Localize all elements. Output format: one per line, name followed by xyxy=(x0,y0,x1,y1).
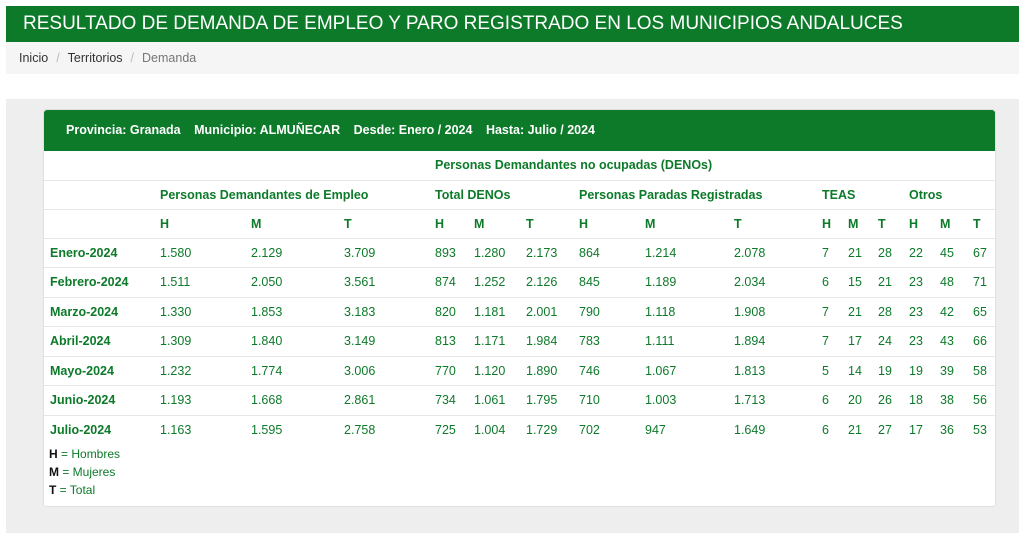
table-body xyxy=(44,238,997,445)
row-value: 7 xyxy=(822,238,848,268)
row-value: 27 xyxy=(878,415,909,445)
row-value: 17 xyxy=(909,415,940,445)
row-value: 2.758 xyxy=(344,415,435,445)
row-value: 3.709 xyxy=(344,238,435,268)
legend-key: T xyxy=(49,483,57,497)
row-value: 2.173 xyxy=(526,238,579,268)
row-value: 1.853 xyxy=(251,297,344,327)
row-value: 874 xyxy=(435,268,474,298)
row-value: 845 xyxy=(579,268,645,298)
header-empty xyxy=(44,209,160,238)
row-value: 18 xyxy=(909,386,940,416)
row-month: Mayo-2024 xyxy=(44,356,160,386)
filter-provincia: Provincia: Granada xyxy=(66,123,181,137)
row-value: 36 xyxy=(940,415,973,445)
row-value: 1.908 xyxy=(734,297,822,327)
row-value: 66 xyxy=(973,327,997,357)
header-otros: Otros xyxy=(909,180,997,209)
legend-text: = Mujeres xyxy=(59,465,116,479)
header-m: M xyxy=(251,209,344,238)
breadcrumb xyxy=(6,42,1019,74)
row-value: 3.006 xyxy=(344,356,435,386)
table-row xyxy=(44,238,997,268)
header-h: H xyxy=(435,209,474,238)
header-m: M xyxy=(848,209,878,238)
legend-key: M xyxy=(49,465,59,479)
row-value: 39 xyxy=(940,356,973,386)
legend-text: = Hombres xyxy=(57,447,121,461)
row-value: 7 xyxy=(822,327,848,357)
legend-key: H xyxy=(49,447,58,461)
row-value: 1.890 xyxy=(526,356,579,386)
filter-municipio: Municipio: ALMUÑECAR xyxy=(194,123,341,137)
row-value: 1.309 xyxy=(160,327,251,357)
row-value: 3.183 xyxy=(344,297,435,327)
row-value: 1.795 xyxy=(526,386,579,416)
row-value: 2.861 xyxy=(344,386,435,416)
header-t: T xyxy=(344,209,435,238)
row-value: 1.163 xyxy=(160,415,251,445)
row-value: 58 xyxy=(973,356,997,386)
legend-item xyxy=(49,463,120,481)
row-value: 3.149 xyxy=(344,327,435,357)
row-value: 1.193 xyxy=(160,386,251,416)
row-value: 2.078 xyxy=(734,238,822,268)
table-row xyxy=(44,327,997,357)
row-value: 702 xyxy=(579,415,645,445)
row-value: 1.595 xyxy=(251,415,344,445)
row-value: 1.120 xyxy=(474,356,526,386)
row-value: 1.280 xyxy=(474,238,526,268)
row-value: 48 xyxy=(940,268,973,298)
row-value: 5 xyxy=(822,356,848,386)
row-value: 1.713 xyxy=(734,386,822,416)
row-value: 53 xyxy=(973,415,997,445)
row-value: 2.001 xyxy=(526,297,579,327)
row-value: 14 xyxy=(848,356,878,386)
breadcrumb-territories-link[interactable]: Territorios xyxy=(67,51,123,65)
row-value: 42 xyxy=(940,297,973,327)
filter-summary xyxy=(44,110,995,151)
row-value: 1.330 xyxy=(160,297,251,327)
row-value: 1.984 xyxy=(526,327,579,357)
row-value: 7 xyxy=(822,297,848,327)
row-value: 6 xyxy=(822,415,848,445)
header-t: T xyxy=(526,209,579,238)
row-value: 15 xyxy=(848,268,878,298)
row-value: 71 xyxy=(973,268,997,298)
row-value: 23 xyxy=(909,297,940,327)
page-title: RESULTADO DE DEMANDA DE EMPLEO Y PARO REGISTRADO EN LOS MUNICIPIOS ANDALUCES xyxy=(6,6,1019,42)
header-m: M xyxy=(940,209,973,238)
row-value: 710 xyxy=(579,386,645,416)
header-paradas: Personas Paradas Registradas xyxy=(579,180,822,209)
header-denos-group: Personas Demandantes no ocupadas (DENOs) xyxy=(435,158,713,173)
row-value: 1.061 xyxy=(474,386,526,416)
row-value: 1.003 xyxy=(645,386,734,416)
row-value: 1.252 xyxy=(474,268,526,298)
row-month: Febrero-2024 xyxy=(44,268,160,298)
row-value: 1.668 xyxy=(251,386,344,416)
row-value: 813 xyxy=(435,327,474,357)
table-row xyxy=(44,268,997,298)
breadcrumb-separator: / xyxy=(130,51,135,65)
row-value: 24 xyxy=(878,327,909,357)
row-value: 2.129 xyxy=(251,238,344,268)
row-month: Marzo-2024 xyxy=(44,297,160,327)
header-h: H xyxy=(160,209,251,238)
header-h: H xyxy=(822,209,848,238)
row-value: 1.840 xyxy=(251,327,344,357)
row-value: 1.232 xyxy=(160,356,251,386)
row-value: 21 xyxy=(878,268,909,298)
content-area xyxy=(6,99,1019,533)
row-value: 864 xyxy=(579,238,645,268)
breadcrumb-current: Demanda xyxy=(142,51,197,65)
row-value: 1.511 xyxy=(160,268,251,298)
row-value: 19 xyxy=(878,356,909,386)
row-value: 2.126 xyxy=(526,268,579,298)
header-m: M xyxy=(474,209,526,238)
row-value: 1.813 xyxy=(734,356,822,386)
row-value: 783 xyxy=(579,327,645,357)
row-value: 1.774 xyxy=(251,356,344,386)
header-h: H xyxy=(909,209,940,238)
row-month: Julio-2024 xyxy=(44,415,160,445)
row-value: 1.580 xyxy=(160,238,251,268)
row-value: 28 xyxy=(878,238,909,268)
breadcrumb-separator: / xyxy=(56,51,60,65)
results-panel xyxy=(43,109,996,507)
row-value: 65 xyxy=(973,297,997,327)
table-row xyxy=(44,386,997,416)
row-value: 23 xyxy=(909,268,940,298)
row-value: 21 xyxy=(848,297,878,327)
row-value: 67 xyxy=(973,238,997,268)
row-value: 1.067 xyxy=(645,356,734,386)
table-row xyxy=(44,297,997,327)
row-value: 6 xyxy=(822,268,848,298)
row-value: 1.214 xyxy=(645,238,734,268)
row-value: 1.181 xyxy=(474,297,526,327)
row-value: 21 xyxy=(848,238,878,268)
row-value: 56 xyxy=(973,386,997,416)
row-value: 725 xyxy=(435,415,474,445)
row-value: 21 xyxy=(848,415,878,445)
row-value: 19 xyxy=(909,356,940,386)
row-value: 2.034 xyxy=(734,268,822,298)
row-value: 3.561 xyxy=(344,268,435,298)
row-value: 790 xyxy=(579,297,645,327)
results-table xyxy=(44,151,997,445)
row-value: 2.050 xyxy=(251,268,344,298)
row-value: 1.171 xyxy=(474,327,526,357)
header-t: T xyxy=(734,209,822,238)
row-value: 1.894 xyxy=(734,327,822,357)
header-t: T xyxy=(878,209,909,238)
row-value: 28 xyxy=(878,297,909,327)
row-value: 1.111 xyxy=(645,327,734,357)
row-value: 1.118 xyxy=(645,297,734,327)
row-value: 6 xyxy=(822,386,848,416)
legend-text: = Total xyxy=(56,483,96,497)
row-value: 38 xyxy=(940,386,973,416)
legend-item xyxy=(49,481,120,499)
legend-item xyxy=(49,445,120,463)
row-value: 734 xyxy=(435,386,474,416)
row-month: Abril-2024 xyxy=(44,327,160,357)
header-teas: TEAS xyxy=(822,180,909,209)
table-row xyxy=(44,356,997,386)
row-value: 26 xyxy=(878,386,909,416)
row-value: 20 xyxy=(848,386,878,416)
filter-desde: Desde: Enero / 2024 xyxy=(353,123,473,137)
row-value: 770 xyxy=(435,356,474,386)
row-value: 820 xyxy=(435,297,474,327)
row-value: 43 xyxy=(940,327,973,357)
row-value: 746 xyxy=(579,356,645,386)
legend xyxy=(49,445,120,499)
header-m: M xyxy=(645,209,734,238)
row-value: 22 xyxy=(909,238,940,268)
row-value: 893 xyxy=(435,238,474,268)
row-value: 1.649 xyxy=(734,415,822,445)
row-month: Junio-2024 xyxy=(44,386,160,416)
header-demandantes: Personas Demandantes de Empleo xyxy=(160,180,435,209)
header-total-denos: Total DENOs xyxy=(435,180,579,209)
table-row xyxy=(44,415,997,445)
filter-hasta: Hasta: Julio / 2024 xyxy=(485,123,596,137)
row-value: 1.004 xyxy=(474,415,526,445)
row-value: 17 xyxy=(848,327,878,357)
header-empty xyxy=(44,151,160,180)
row-value: 947 xyxy=(645,415,734,445)
header-empty xyxy=(160,151,435,180)
row-value: 45 xyxy=(940,238,973,268)
row-value: 23 xyxy=(909,327,940,357)
row-month: Enero-2024 xyxy=(44,238,160,268)
header-t: T xyxy=(973,209,997,238)
header-h: H xyxy=(579,209,645,238)
breadcrumb-home-link[interactable]: Inicio xyxy=(19,51,49,65)
row-value: 1.729 xyxy=(526,415,579,445)
row-value: 1.189 xyxy=(645,268,734,298)
header-empty xyxy=(44,180,160,209)
